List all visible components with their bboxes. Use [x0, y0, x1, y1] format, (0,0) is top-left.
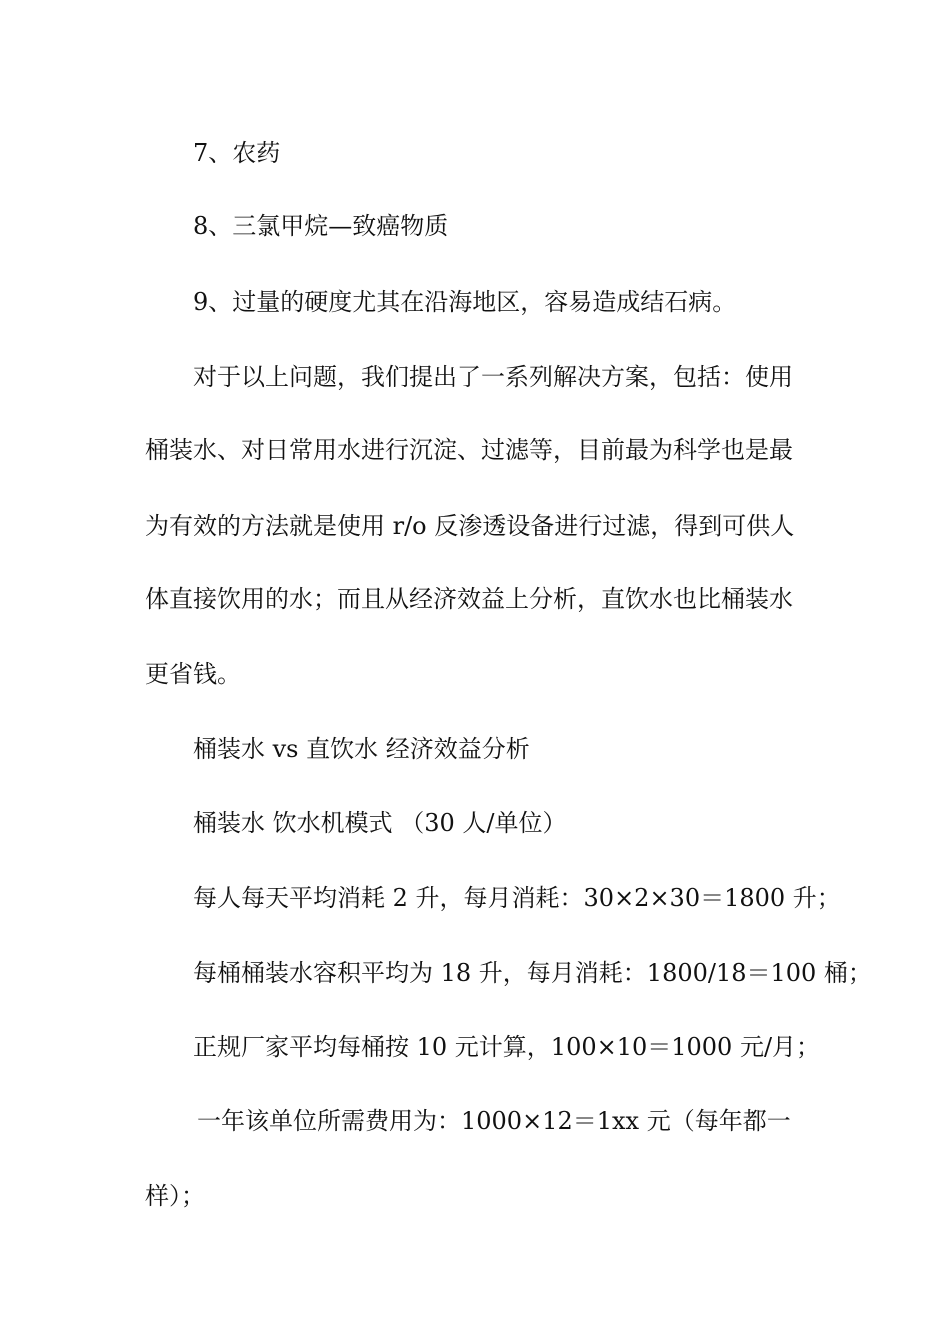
text-line-pesticide: 7、农药	[193, 139, 281, 167]
text-line-solutions-2: 桶装水、对日常用水进行沉淀、过滤等，目前最为科学也是最	[145, 436, 793, 464]
text-line-solutions-4: 体直接饮用的水；而且从经济效益上分析，直饮水也比桶装水	[145, 585, 793, 613]
calc-line-monthly-cost: 正规厂家平均每桶按 10 元计算，100×10＝1000 元/月；	[193, 1033, 821, 1061]
text-line-hardness: 9、过量的硬度尤其在沿海地区，容易造成结石病。	[193, 288, 737, 316]
text-line-chloroform: 8、三氯甲烷—致癌物质	[193, 212, 449, 240]
section-subheading-bottled: 桶装水 饮水机模式 （30 人/单位）	[193, 809, 567, 837]
calc-line-yearly-cost: 一年该单位所需费用为：1000×12＝1xx 元（每年都一	[197, 1107, 791, 1135]
calc-line-daily: 每人每天平均消耗 2 升，每月消耗：30×2×30＝1800 升；	[193, 884, 841, 912]
text-line-solutions-1: 对于以上问题，我们提出了一系列解决方案，包括：使用	[193, 363, 793, 391]
calc-line-barrels: 每桶桶装水容积平均为 18 升，每月消耗：1800/18＝100 桶；	[193, 959, 872, 987]
calc-line-yearly-cost-cont: 样）；	[145, 1182, 205, 1210]
section-heading-analysis: 桶装水 vs 直饮水 经济效益分析	[193, 735, 530, 763]
text-line-solutions-3: 为有效的方法就是使用 r/o 反渗透设备进行过滤，得到可供人	[145, 512, 795, 540]
text-line-solutions-5: 更省钱。	[145, 660, 241, 688]
